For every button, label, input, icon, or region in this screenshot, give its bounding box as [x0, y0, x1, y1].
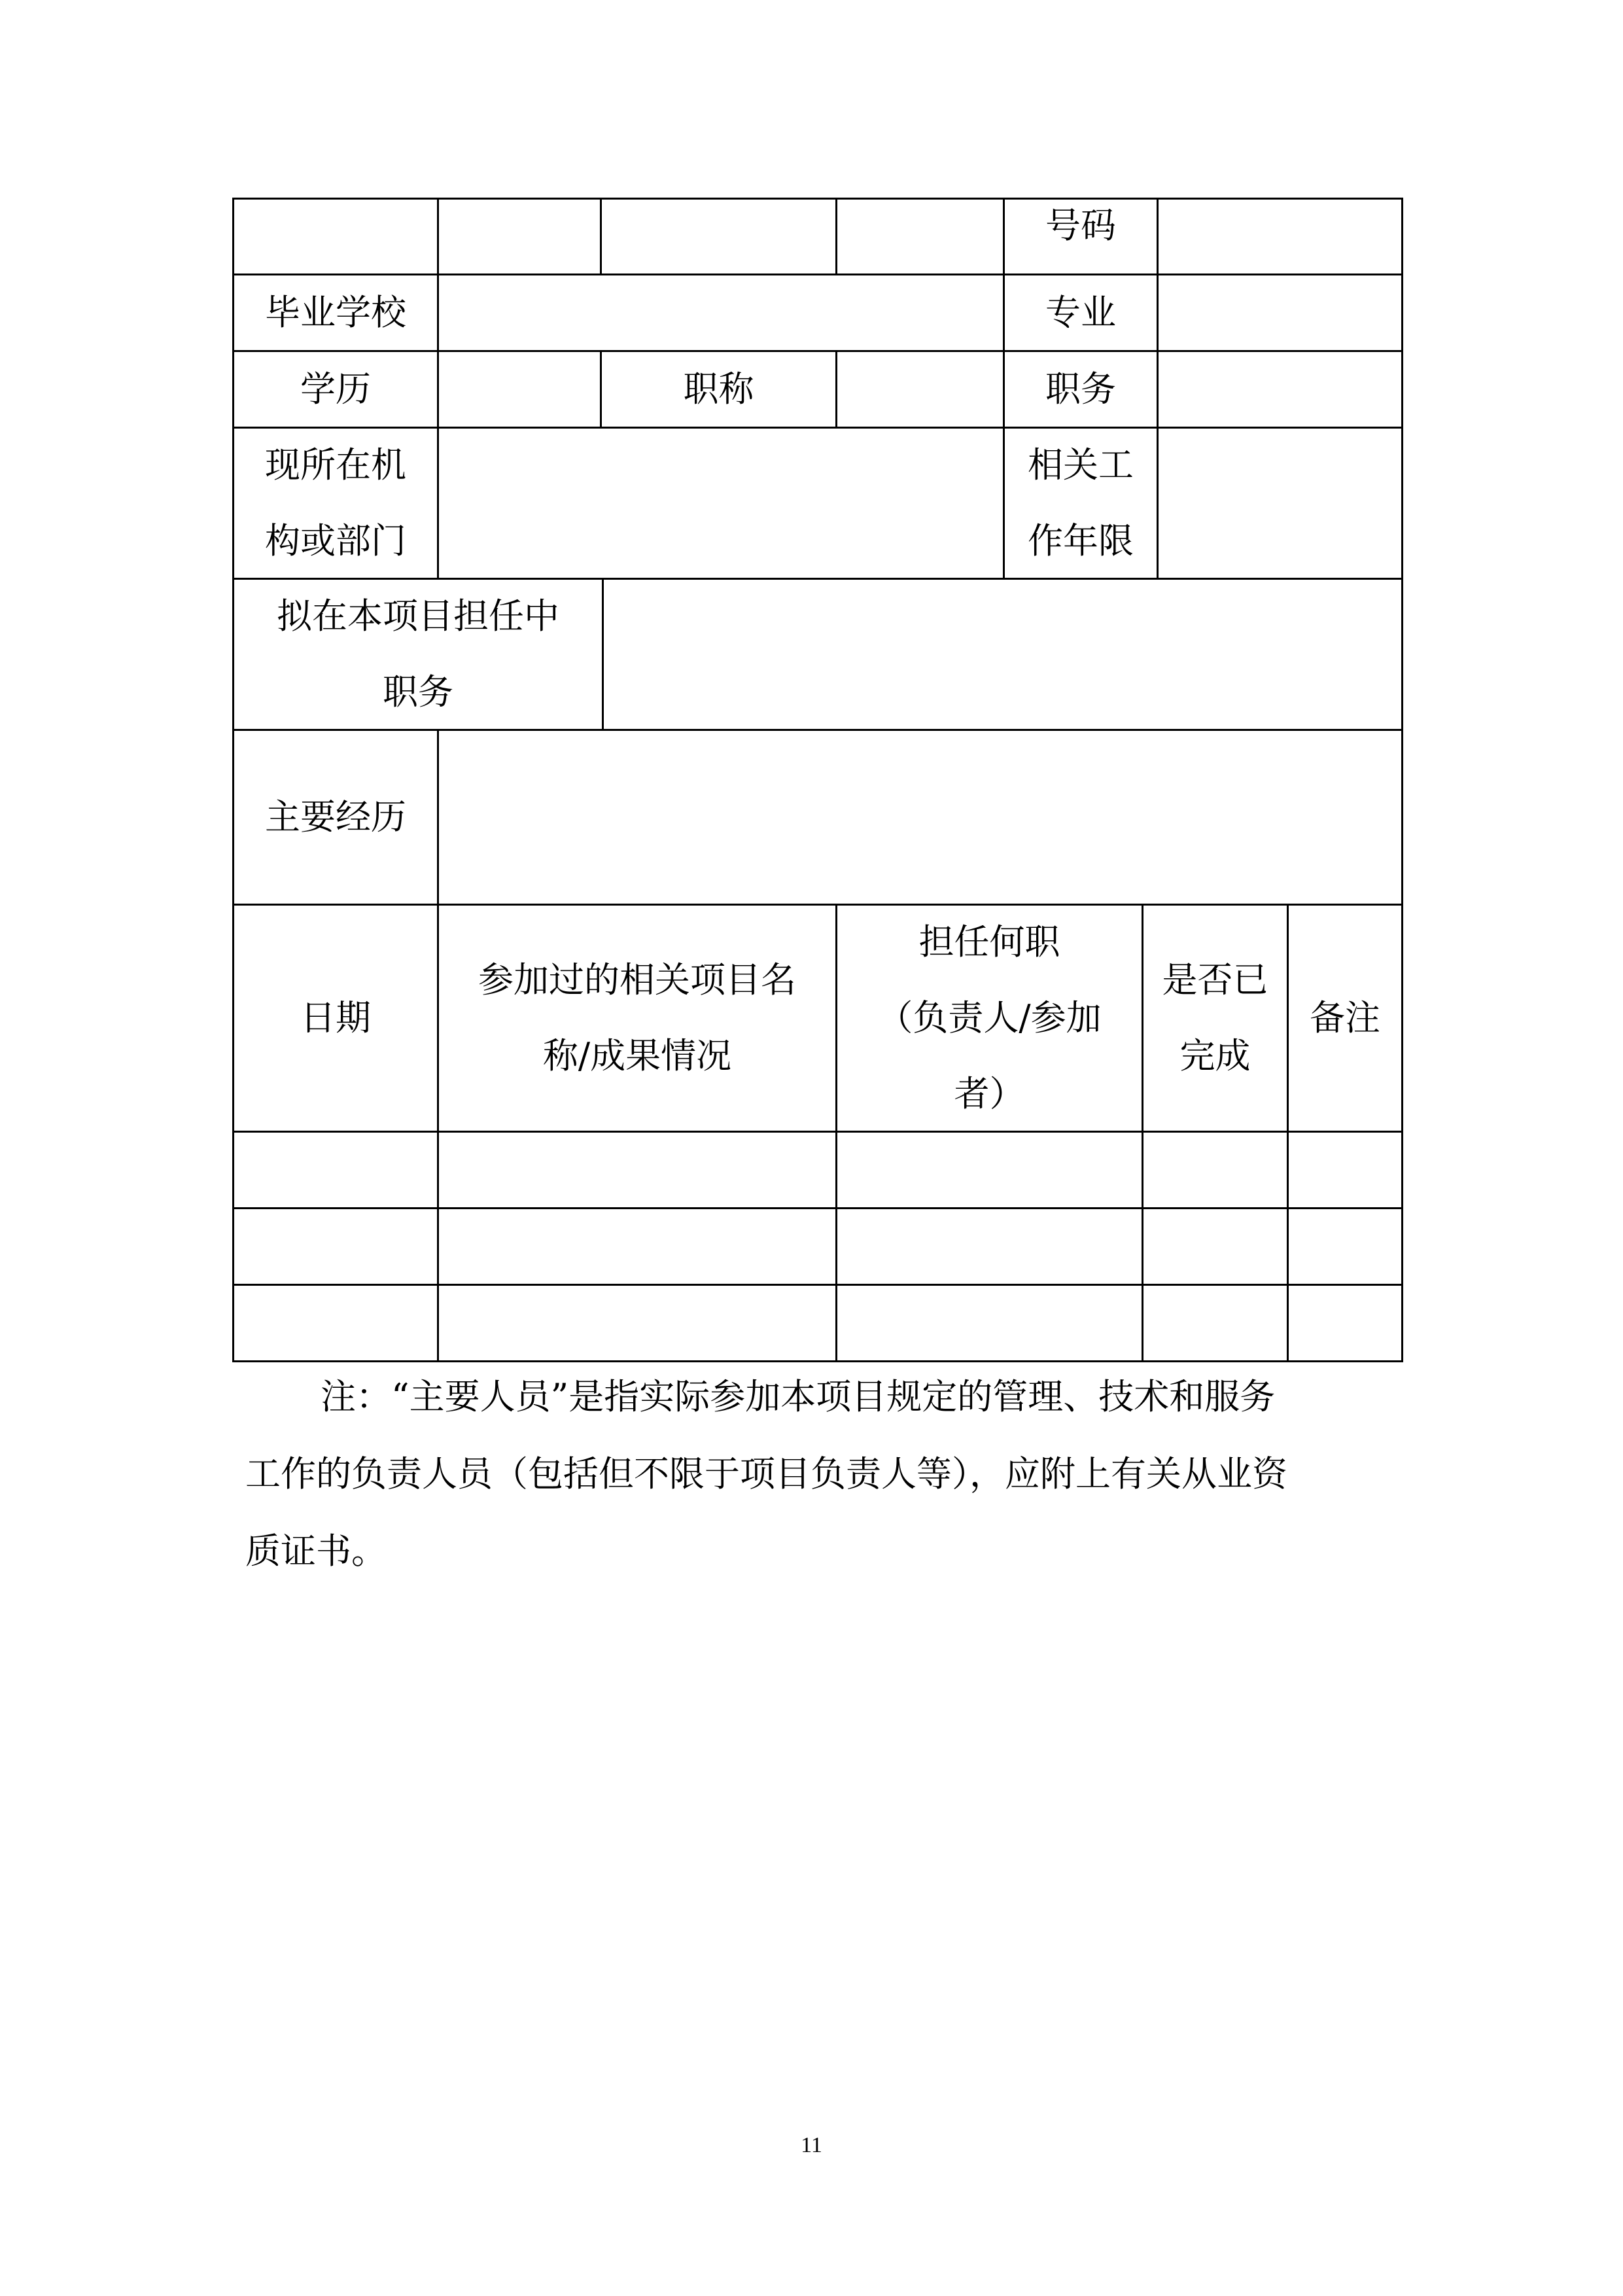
professional-title-label: 职称 — [683, 368, 754, 410]
table-border-right — [1401, 198, 1403, 1362]
page-number: 11 — [801, 2133, 822, 2157]
main-experience-label: 主要经历 — [265, 796, 406, 838]
projects-completed-header: 是否已 完成 — [1162, 959, 1268, 1076]
table-border-top — [232, 198, 1403, 200]
note-line-2: 工作的负责人员（包括但不限于项目负责人等），应附上有关从业资 — [245, 1453, 1287, 1494]
table-col-divider — [835, 350, 837, 427]
table-col-divider — [1157, 198, 1159, 578]
table-border-bottom — [232, 1360, 1403, 1362]
table-col-divider — [600, 198, 602, 274]
table-row-divider — [232, 1284, 1403, 1286]
related-work-years-label: 相关工 作年限 — [1028, 444, 1134, 561]
projects-date-header: 日期 — [300, 997, 371, 1038]
project-role-label: 拟在本项目担任中 职务 — [277, 595, 559, 713]
projects-name-header: 参加过的相关项目名 称/成果情况 — [478, 959, 796, 1076]
id-number-label: 号码 — [1045, 205, 1116, 246]
major-label: 专业 — [1045, 292, 1116, 333]
position-label: 职务 — [1045, 368, 1116, 410]
table-col-divider — [602, 578, 604, 729]
table-col-divider — [835, 198, 837, 274]
table-row-divider — [232, 1131, 1403, 1133]
note-line-1: 注：“主要人员”是指实际参加本项目规定的管理、技术和服务 — [321, 1376, 1276, 1417]
table-col-divider — [437, 198, 439, 427]
projects-role-header: 担任何职 （负责人/参加 者） — [877, 921, 1102, 1114]
table-row-divider — [232, 1207, 1403, 1209]
projects-remarks-header: 备注 — [1310, 997, 1380, 1038]
note-line-3: 质证书。 — [245, 1530, 387, 1572]
current-organization-label: 现所在机 构或部门 — [265, 444, 406, 561]
table-col-divider — [437, 427, 439, 578]
graduated-school-label: 毕业学校 — [265, 292, 406, 333]
education-label: 学历 — [300, 368, 371, 410]
